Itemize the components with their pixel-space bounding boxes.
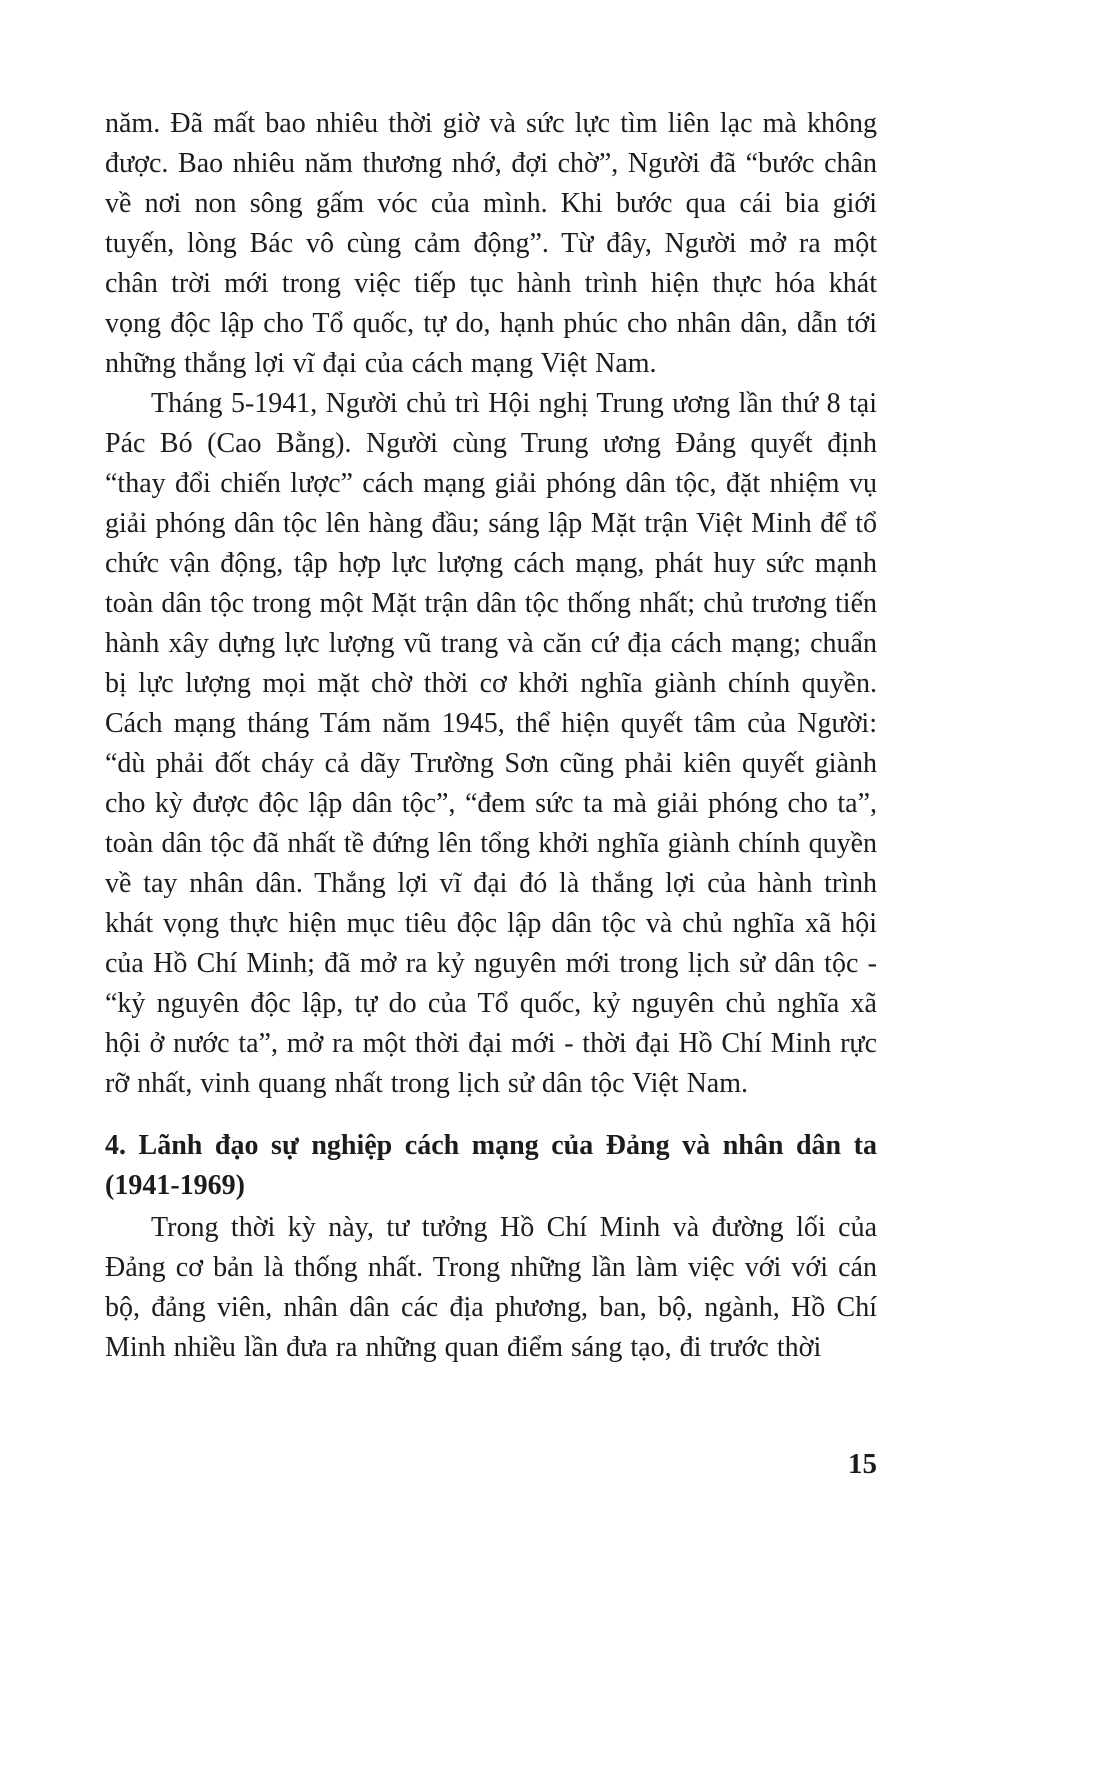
paragraph-continuation: năm. Đã mất bao nhiêu thời giờ và sức lực tìm liên lạc mà không được. Bao nhiêu năm thương nhớ, đợi chờ”, Người đã “bước chân về nơi non sông gấm vóc của mình. Khi bước qua cái bia giới tuyến, lòng Bác vô cùng cảm động”. Từ đây, Người mở ra một chân trời mới trong việc tiếp tục hành trình hiện thực hóa khát vọng độc lập cho Tổ quốc, tự do, hạnh phúc cho nhân dân, dẫn tới những thắng lợi vĩ đại của cách mạng Việt Nam. [105, 108, 877, 379]
page-number: 15 [848, 1448, 877, 1480]
section-heading: 4. Lãnh đạo sự nghiệp cách mạng của Đảng và nhân dân ta (1941-1969) [105, 1130, 877, 1201]
paragraph-hoi-nghi-trung-uong: Tháng 5-1941, Người chủ trì Hội nghị Trung ương lần thứ 8 tại Pác Bó (Cao Bằng). Người cùng Trung ương Đảng quyết định “thay đổi chiến lược” cách mạng giải phóng dân tộc, đặt nhiệm vụ giải phóng dân tộc lên hàng đầu; sáng lập Mặt trận Việt Minh để tổ chức vận động, tập hợp lực lượng cách mạng, phát huy sức mạnh toàn dân tộc trong một Mặt trận dân tộc thống nhất; chủ trương tiến hành xây dựng lực lượng vũ trang và căn cứ địa cách mạng; chuẩn bị lực lượng mọi mặt chờ thời cơ khởi nghĩa giành chính quyền. Cách mạng tháng Tám năm 1945, thể hiện quyết tâm của Người: “dù phải đốt cháy cả dãy Trường Sơn cũng phải kiên quyết giành cho kỳ được độc lập dân tộc”, “đem sức ta mà giải phóng cho ta”, toàn dân tộc đã nhất tề đứng lên tổng khởi nghĩa giành chính quyền về tay nhân dân. Thắng lợi vĩ đại đó là thắng lợi của hành trình khát vọng thực hiện mục tiêu độc lập dân tộc và chủ nghĩa xã hội của Hồ Chí Minh; đã mở ra kỷ nguyên mới trong lịch sử dân tộc - “kỷ nguyên độc lập, tự do của Tổ quốc, kỷ nguyên chủ nghĩa xã hội ở nước ta”, mở ra một thời đại mới - thời đại Hồ Chí Minh rực rỡ nhất, vinh quang nhất trong lịch sử dân tộc Việt Nam. [105, 388, 877, 1099]
text-block [105, 104, 877, 1368]
paragraph-lanh-dao: Trong thời kỳ này, tư tưởng Hồ Chí Minh và đường lối của Đảng cơ bản là thống nhất. Trong những lần làm việc với với cán bộ, đảng viên, nhân dân các địa phương, ban, bộ, ngành, Hồ Chí Minh nhiều lần đưa ra những quan điểm sáng tạo, đi trước thời [105, 1212, 877, 1363]
